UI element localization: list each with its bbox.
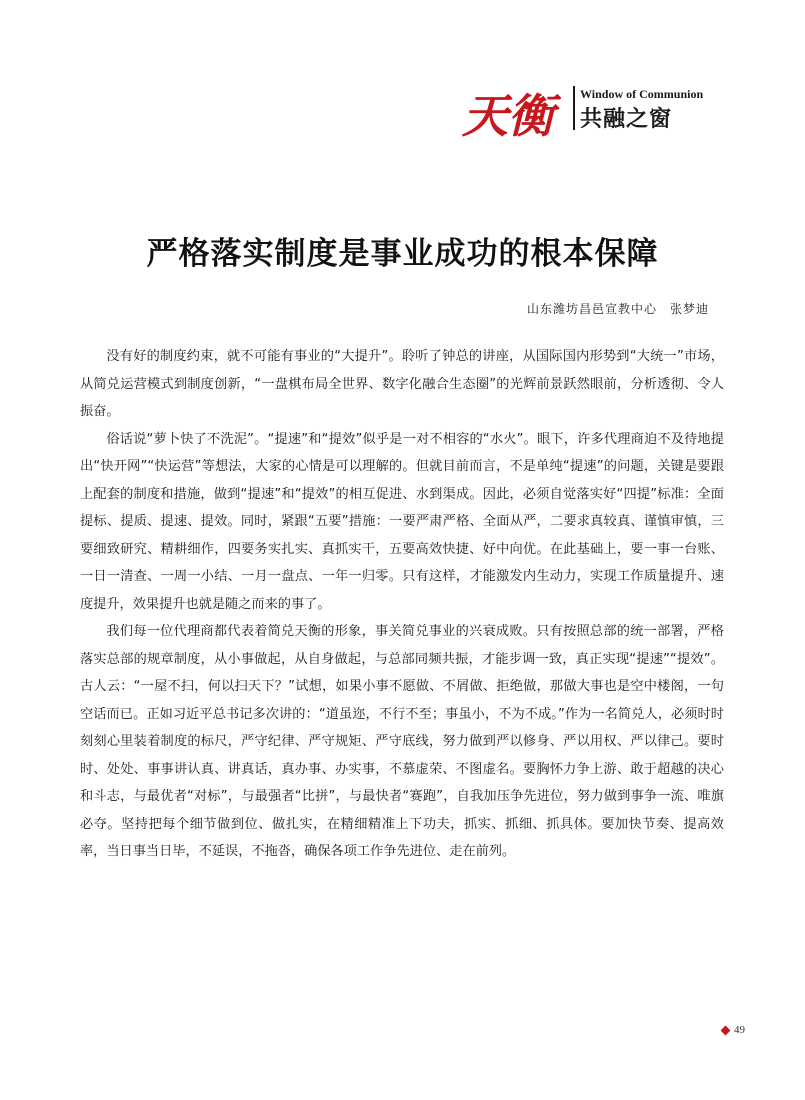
header-divider [573,86,575,130]
column-title-en: Window of Communion [580,87,704,101]
paragraph-2: 俗话说“萝卜快了不洗泥”。“提速”和“提效”似乎是一对不相容的“水火”。眼下，许多代理商迫不及待地提出“快开网”“快运营”等想法，大家的心情是可以理解的。但就目前而言，不是单纯“提速”的问题，关键是要跟上配套的制度和措施，做到“提速”和“提效”的相互促进、水到渠成。因此，必须自觉落实好“四提”标准：全面提标、提质、提速、提效。同时，紧跟“五要”措施：一要严肃严格、全面从严，二要求真较真、谨慎审慎，三要细致研究、精耕细作，四要务实扎实、真抓实干，五要高效快捷、好中向优。在此基础上，要一事一台账、一日一清查、一周一小结、一月一盘点、一年一归零。只有这样，才能激发内生动力，实现工作质量提升、速度提升，效果提升也就是随之而来的事了。 [80,431,724,612]
paragraph-3: 我们每一位代理商都代表着简兑天衡的形象，事关简兑事业的兴衰成败。只有按照总部的统一部署，严格落实总部的规章制度，从小事做起，从自身做起，与总部同频共振，才能步调一致，真正实现“提速”“提效”。古人云：“一屋不扫，何以扫天下？”试想，如果小事不愿做、不屑做、拒绝做，那做大事也是空中楼阁，一句空话而已。正如习近平总书记多次讲的：“道虽迩，不行不至；事虽小，不为不成。”作为一名简兑人，必须时时刻刻心里装着制度的标尺，严守纪律、严守规矩、严守底线，努力做到严以修身、严以用权、严以律己。要时时、处处、事事讲认真、讲真话，真办事、办实事，不慕虚荣、不图虚名。要胸怀力争上游、敢于超越的决心和斗志，与最优者“对标”，与最强者“比拼”，与最快者“赛跑”，自我加压争先进位，努力做到事争一流、唯旗必夺。坚持把每个细节做到位、做扎实，在精细精准上下功夫，抓实、抓细、抓具体。要加快节奏、提高效率，当日事当日毕，不延误，不拖沓，确保各项工作争先进位、走在前列。 [80,624,724,859]
article-body [80,343,724,866]
page-footer [722,1024,745,1036]
paragraph-1: 没有好的制度约束，就不可能有事业的“大提升”。聆听了钟总的讲座，从国际国内形势到“大统一”市场，从简兑运营模式到制度创新，“一盘棋布局全世界、数字化融合生态圈”的光辉前景跃然眼前，分析透彻、令人振奋。 [80,349,724,419]
page-number: 49 [734,1024,745,1036]
tianheng-logo [462,86,562,144]
diamond-icon [721,1025,731,1035]
column-title-cn: 共融之窗 [580,106,673,132]
article-title: 严格落实制度是事业成功的根本保障 [146,236,659,272]
logo-text: 天衡 [462,89,554,143]
author-byline: 山东潍坊昌邑宣教中心 张梦迪 [526,302,709,316]
